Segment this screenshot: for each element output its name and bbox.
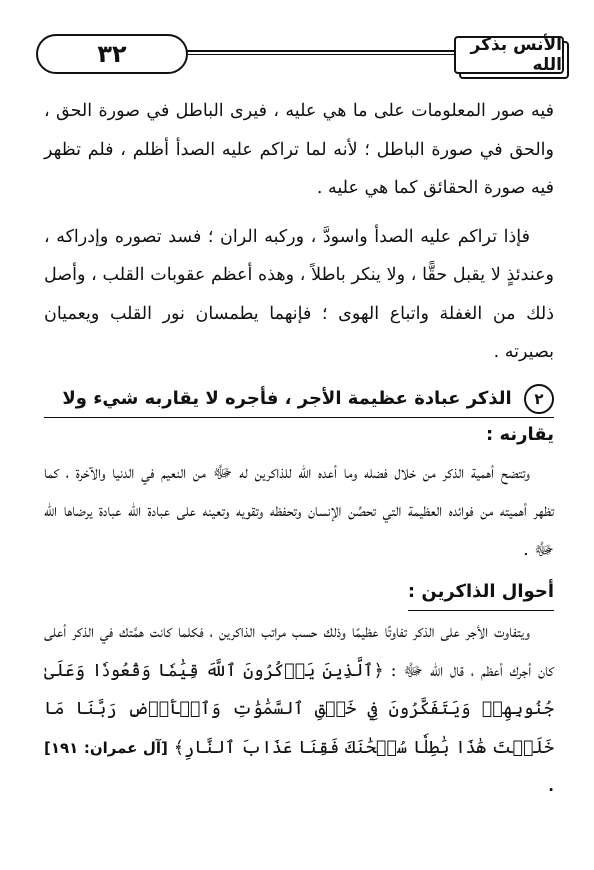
paragraph-2: فإذا تراكم عليه الصدأ واسودَّ ، وركبه الران ؛ فسد تصوره وإدراكه ، وعندئذٍ لا يقبل حقًّا ، ولا ينكر باطلاً ، وهذه أعظم عقوبات القلب ، وأصل ذلك من الغفلة واتباع الهوى ؛ فإنهما يطمسان نور القلب ويعميان بصيرته . <box>44 226 554 362</box>
page-number: ٣٢ <box>36 34 188 74</box>
section-title-line-1: الذكر عبادة عظيمة الأجر ، فأجره لا يقاربه شيء ولا <box>62 387 512 409</box>
page-content <box>44 92 554 806</box>
subheading: أحوال الذاكرين : <box>408 575 554 611</box>
page-header <box>36 28 564 80</box>
quran-reference: [آل عمران: ١٩١] . <box>44 738 554 795</box>
running-title: الأنس بذكر الله <box>454 36 564 74</box>
section-number-badge: ٢ <box>524 384 554 414</box>
paragraph-4-text: ويتفاوت الأجر على الذكر تفاوتًا عظيمًا وذلك حسب مراتب الذاكرين ، فكلما كانت همَّتك في الذكر أعلى كان أجرك أعظم ، قال الله ﷻ : <box>44 622 554 681</box>
quran-verse: ﴿ٱلَّذِينَ يَذۡكُرُونَ ٱللَّهَ قِيَٰمٗا وَقُعُودٗا وَعَلَىٰ جُنُوبِهِمۡ وَيَتَفَكَّرُونَ فِي خَلۡقِ ٱلسَّمَٰوَٰتِ وَٱلۡأَرۡضِ رَبَّنَا مَا خَلَقۡتَ هَٰذَا بَٰطِلٗا سُبۡحَٰنَكَ فَقِنَا عَذَابَ ٱلنَّارِ﴾ <box>44 660 554 758</box>
header-rule <box>186 50 459 52</box>
paragraph-1: فيه صور المعلومات على ما هي عليه ، فيرى الباطل في صورة الحق ، والحق في صورة الباطل ؛ لأنه لما تراكم عليه الصدأ أظلم ، فلم تظهر فيه صورة الحقائق كما هي عليه . <box>44 101 554 198</box>
paragraph-4 <box>44 613 554 806</box>
section-heading <box>44 382 554 454</box>
section-heading-line-1 <box>44 382 554 418</box>
header-rule-thin <box>186 54 459 55</box>
paragraph-3: وتتضح أهمية الذكر من خلال فضله وما أعده الله للذاكرين له ﷻ من النعيم في الدنيا والآخرة ، كما تظهر أهميته من فوائده العظيمة التي تحصِّن الإنسان وتحفظه وتقويه وتعينه على عبادة الله عبادة يرضاها الله ﷻ . <box>44 462 554 560</box>
subheading-block <box>44 569 554 613</box>
section-title-line-2: يقارنه : <box>486 423 554 445</box>
